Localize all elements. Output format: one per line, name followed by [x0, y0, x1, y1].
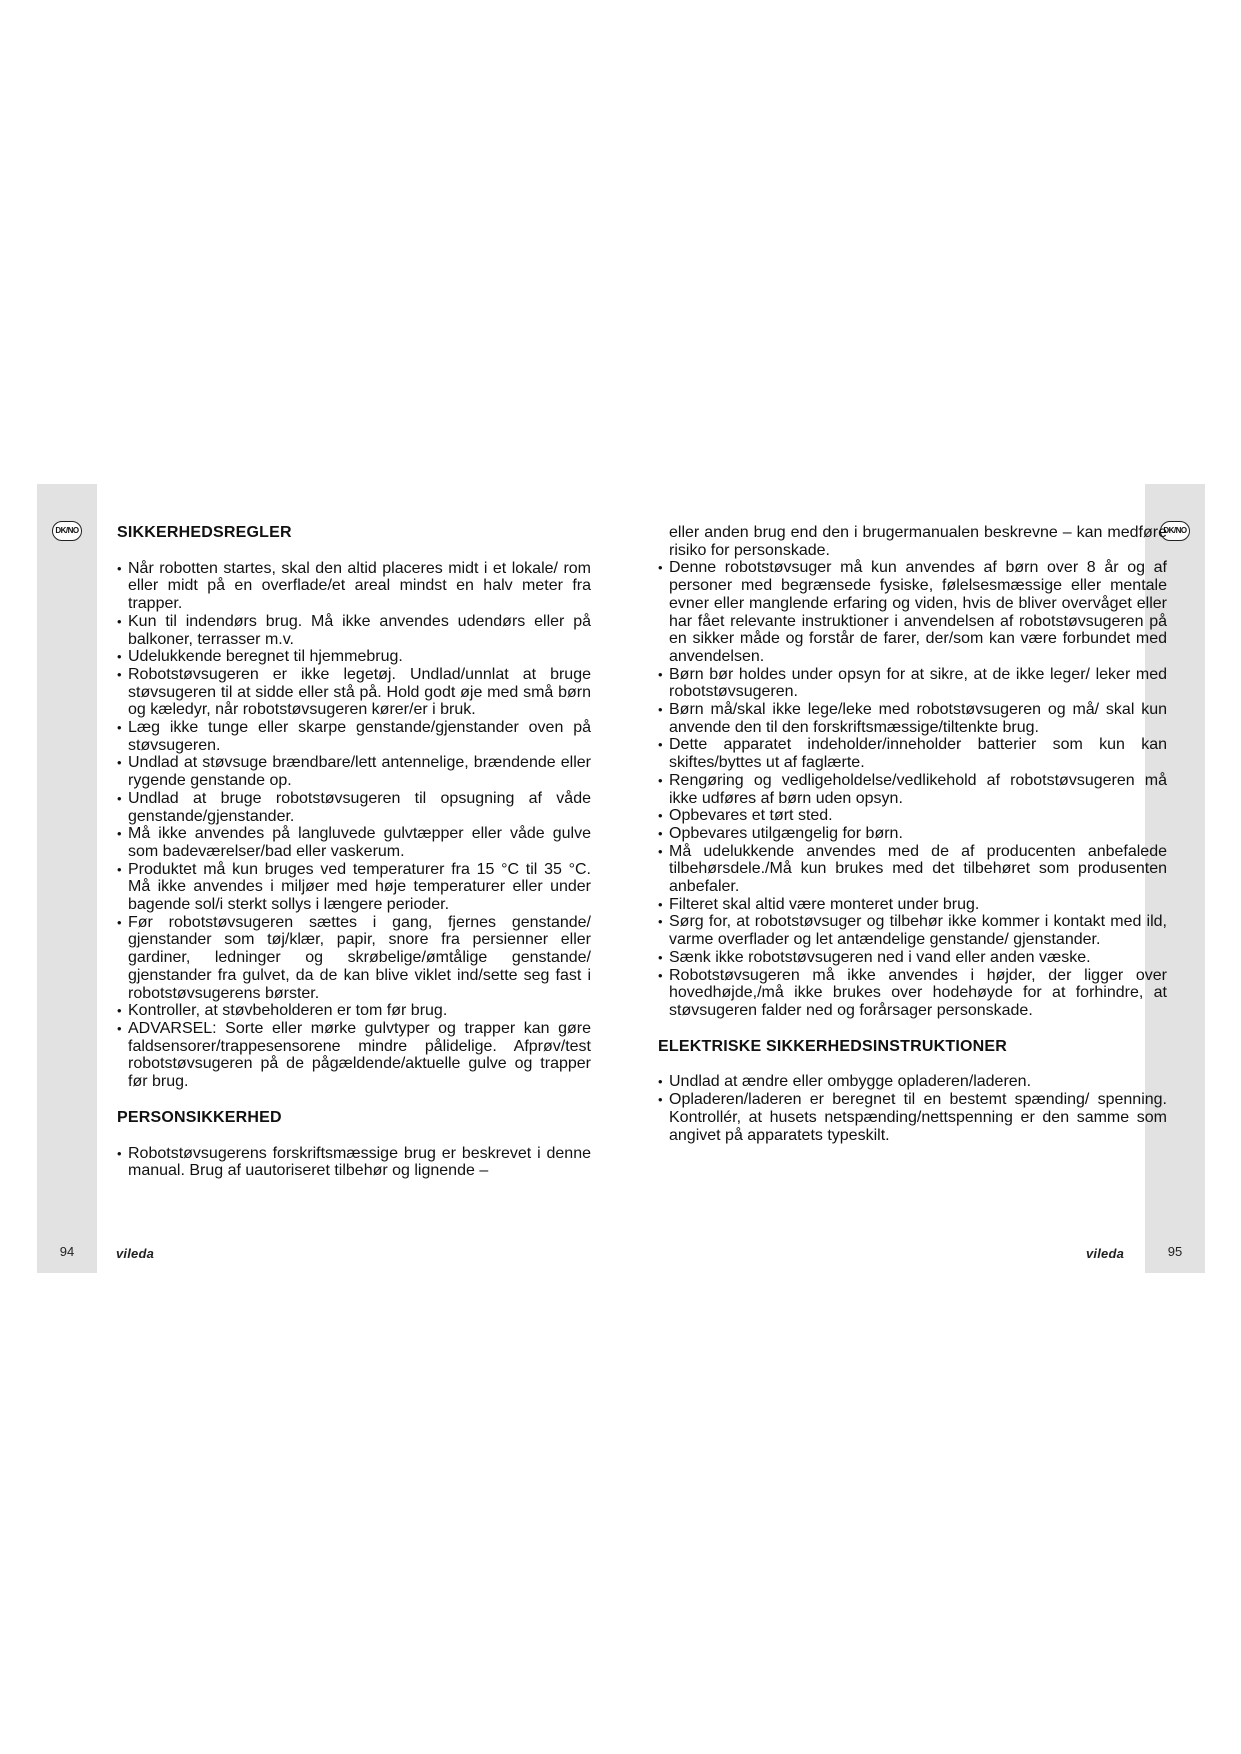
personal-safety-list: [117, 1145, 591, 1180]
continued-text: eller anden brug end den i brugermanualen beskrevne – kan medføre risiko for personskade.: [669, 524, 1167, 559]
list-item: • Dette apparatet indeholder/inneholder batterier som kun kan skiftes/byttes ut af faglærte.: [658, 736, 1167, 771]
list-item: • Opbevares utilgængelig for børn.: [658, 825, 1167, 843]
list-item: • Robotstøvsugeren er ikke legetøj. Undlad/unnlat at bruge støvsugeren til at sidde eller stå på. Hold godt øje med små børn og kæledyr, når robotstøvsugeren kører/er i bruk.: [117, 666, 591, 719]
language-badge-icon: DK/NO: [1160, 521, 1190, 541]
list-item: • Kontroller, at støvbeholderen er tom før brug.: [117, 1002, 591, 1020]
list-item: • Sænk ikke robotstøvsugeren ned i vand eller anden væske.: [658, 949, 1167, 967]
list-item: • Robotstøvsugerens forskriftsmæssige brug er beskrevet i denne manual. Brug af uautoriseret tilbehør og lignende –: [117, 1145, 591, 1180]
list-item: • Kun til indendørs brug. Må ikke anvendes udendørs eller på balkoner, terrasser m.v.: [117, 613, 591, 648]
list-item: • Børn må/skal ikke lege/leke med robotstøvsugeren og må/ skal kun anvende den til den forskriftsmæssige/tiltenkte brug.: [658, 701, 1167, 736]
list-item: • ADVARSEL: Sorte eller mørke gulvtyper og trapper kan gøre faldsensorer/trappesensorene mindre pålidelige. Afprøv/test robotstøvsugeren på de pågældende/aktuelle gulve og trapper før brug.: [117, 1020, 591, 1091]
list-item: • Denne robotstøvsuger må kun anvendes af børn over 8 år og af personer med begrænsede fysiske, følelsesmæssige eller mentale evner eller manglende erfaring og viden, hvis de bliver overvåget eller har fået relevante instruktioner i anvendelsen af robotstøvsugeren på en sikker måde og forstår de farer, der/som kan være forbundet med anvendelsen.: [658, 559, 1167, 665]
list-item: • Må ikke anvendes på langluvede gulvtæpper eller våde gulve som badeværelser/bad eller vaskerum.: [117, 825, 591, 860]
list-item: • Før robotstøvsugeren sættes i gang, fjernes genstande/ gjenstander som tøj/klær, papir, snore fra persienner eller gardiner, ledninger og skrøbelige/ømtålige genstande/ gjenstander fra gulvet, da de kan blive viklet ind/sette seg fast i robotstøvsugerens børster.: [117, 914, 591, 1003]
right-page-content: [658, 524, 1167, 1144]
list-item: • Når robotten startes, skal den altid placeres midt i et lokale/ rom eller midt på en overflade/et areal mindst en halv meter fra trapper.: [117, 560, 591, 613]
electrical-safety-list: [658, 1073, 1167, 1144]
section-title-safety-rules: SIKKERHEDSREGLER: [117, 524, 292, 541]
list-item: • Opbevares et tørt sted.: [658, 807, 1167, 825]
left-page-content: [117, 524, 591, 1180]
list-item: • Undlad at ændre eller ombygge opladeren/laderen.: [658, 1073, 1167, 1091]
list-item: • Børn bør holdes under opsyn for at sikre, at de ikke leger/ leker med robotstøvsugeren.: [658, 666, 1167, 701]
list-item: • Sørg for, at robotstøvsuger og tilbehør ikke kommer i kontakt med ild, varme overflader og let antændelige genstande/ gjenstander.: [658, 913, 1167, 948]
list-item: • Produktet må kun bruges ved temperaturer fra 15 °C til 35 °C. Må ikke anvendes i miljøer med høje temperaturer eller under bagende sol/i sterkt sollys i længere perioder.: [117, 861, 591, 914]
list-item: • Må udelukkende anvendes med de af producenten anbefalede tilbehørsdele./Må kun brukes med det tilbehøret som produsenten anbefaler.: [658, 843, 1167, 896]
vileda-logo: vileda: [116, 1246, 155, 1261]
safety-rules-list: [117, 560, 591, 1091]
list-item: • Robotstøvsugeren må ikke anvendes i højder, der ligger over hovedhøjde,/må ikke brukes over hodehøyde for at forhindre, at støvsugeren falder ned og forårsager personskade.: [658, 967, 1167, 1020]
page-number-left: 94: [59, 1244, 75, 1259]
list-item: • Udelukkende beregnet til hjemmebrug.: [117, 648, 591, 666]
language-badge-icon: DK/NO: [52, 521, 82, 541]
section-title-personal-safety: PERSONSIKKERHED: [117, 1108, 282, 1126]
left-side-tab: [37, 484, 97, 1273]
vileda-logo: vileda: [1086, 1246, 1125, 1261]
list-item: • Rengøring og vedligeholdelse/vedlikehold af robotstøvsugeren må ikke udføres af børn uden opsyn.: [658, 772, 1167, 807]
manual-spread: [37, 484, 1205, 1273]
list-item: • Undlad at bruge robotstøvsugeren til opsugning af våde genstande/gjenstander.: [117, 790, 591, 825]
list-item: • Opladeren/laderen er beregnet til en bestemt spænding/ spenning. Kontrollér, at husets netspænding/nettspenning er den samme som angivet på apparatets typeskilt.: [658, 1091, 1167, 1144]
list-item: • Læg ikke tunge eller skarpe genstande/gjenstander oven på støvsugeren.: [117, 719, 591, 754]
personal-safety-list-continued: [658, 559, 1167, 1019]
section-title-electrical-safety: ELEKTRISKE SIKKERHEDSINSTRUKTIONER: [658, 1037, 1008, 1055]
list-item: • Filteret skal altid være monteret under brug.: [658, 896, 1167, 914]
list-item: • Undlad at støvsuge brændbare/lett antennelige, brændende eller rygende genstande op.: [117, 754, 591, 789]
page-number-right: 95: [1167, 1244, 1183, 1259]
